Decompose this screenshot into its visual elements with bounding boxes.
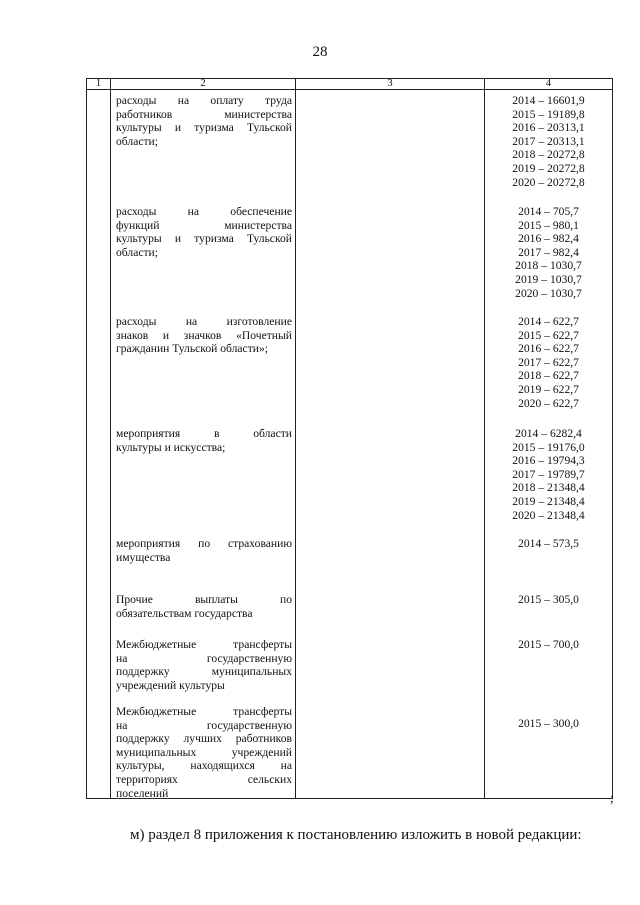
description-line: функций министерства [116, 218, 292, 232]
header-col-1: 1 [87, 79, 111, 90]
year-value: 2017 – 622,7 [518, 355, 579, 369]
year-value: 2015 – 980,1 [518, 218, 579, 232]
description-line: Межбюджетные трансферты [116, 638, 292, 651]
item-values [485, 94, 612, 189]
col-2-cell [111, 90, 296, 799]
description-line: расходы на изготовление [116, 315, 292, 328]
description-line: культуры и искусства; [116, 440, 226, 454]
description-line: поддержку муниципальных [116, 665, 292, 679]
description-line: работников министерства [116, 107, 292, 121]
year-value: 2018 – 622,7 [518, 369, 579, 383]
item-values [485, 717, 612, 731]
item-values [485, 315, 612, 410]
item-description [116, 427, 292, 454]
description-column [111, 90, 295, 798]
description-line: учреждений культуры [116, 678, 225, 692]
year-value: 2020 – 622,7 [518, 396, 579, 410]
description-line: культуры и туризма Тульской [116, 121, 292, 135]
item-description [116, 315, 292, 356]
description-line: культуры и туризма Тульской [116, 232, 292, 246]
year-value: 2018 – 21348,4 [512, 481, 585, 495]
year-value: 2014 – 16601,9 [512, 94, 585, 107]
year-value: 2016 – 622,7 [518, 342, 579, 356]
year-value: 2017 – 982,4 [518, 245, 579, 259]
item-values [485, 537, 612, 551]
year-value: 2018 – 1030,7 [515, 259, 582, 273]
item-description [116, 537, 292, 564]
year-value: 2015 – 19176,0 [512, 440, 585, 454]
description-line: области; [116, 245, 158, 259]
item-description [116, 205, 292, 259]
item-description [116, 638, 292, 692]
header-col-3: 3 [296, 79, 485, 90]
year-value: 2014 – 705,7 [518, 205, 579, 218]
description-line: Межбюджетные трансферты [116, 705, 292, 718]
item-values [485, 593, 612, 607]
header-col-2: 2 [111, 79, 296, 90]
year-value: 2014 – 622,7 [518, 315, 579, 328]
closing-paragraph: м) раздел 8 приложения к постановлению изложить в новой редакции: [130, 827, 582, 843]
year-value: 2016 – 19794,3 [512, 454, 585, 468]
description-line: расходы на обеспечение [116, 205, 292, 218]
year-value: 2014 – 573,5 [518, 537, 579, 550]
description-line: Прочие выплаты по [116, 593, 292, 606]
description-line: на государственную [116, 651, 292, 665]
description-line: мероприятия в области [116, 427, 292, 440]
description-line: обязательствам государства [116, 606, 253, 620]
description-line: поселений [116, 786, 169, 800]
year-value: 2019 – 1030,7 [515, 272, 582, 286]
trailing-semicolon: ; [610, 790, 614, 805]
year-value: 2017 – 19789,7 [512, 467, 585, 481]
year-value: 2016 – 982,4 [518, 232, 579, 246]
description-line: поддержку лучших работников [116, 732, 292, 746]
year-value: 2016 – 20313,1 [512, 121, 585, 135]
description-line: имущества [116, 550, 171, 564]
col-4-cell [485, 90, 613, 799]
item-description [116, 705, 292, 800]
values-column [485, 90, 612, 798]
item-description [116, 593, 292, 620]
year-value: 2015 – 300,0 [518, 717, 579, 730]
table-body-row [87, 90, 613, 799]
year-value: 2020 – 1030,7 [515, 286, 582, 300]
year-value: 2015 – 305,0 [518, 593, 579, 606]
description-line: знаков и значков «Почетный [116, 328, 292, 342]
description-line: территориях сельских [116, 772, 292, 786]
description-line: области; [116, 134, 158, 148]
description-line: гражданин Тульской области»; [116, 342, 268, 356]
item-description [116, 94, 292, 148]
col-1-cell [87, 90, 111, 799]
year-value: 2015 – 19189,8 [512, 107, 585, 121]
year-value: 2015 – 622,7 [518, 328, 579, 342]
description-line: мероприятия по страхованию [116, 537, 292, 550]
table-header-row [87, 79, 613, 90]
header-col-4: 4 [485, 79, 613, 90]
year-value: 2019 – 20272,8 [512, 161, 585, 175]
item-values [485, 638, 612, 652]
item-values [485, 205, 612, 300]
budget-table [86, 78, 613, 799]
description-line: муниципальных учреждений [116, 745, 292, 759]
description-line: культуры, находящихся на [116, 759, 292, 773]
year-value: 2019 – 21348,4 [512, 494, 585, 508]
page-number: 28 [312, 44, 328, 60]
year-value: 2014 – 6282,4 [515, 427, 582, 440]
year-value: 2017 – 20313,1 [512, 134, 585, 148]
col-3-cell [296, 90, 485, 799]
year-value: 2020 – 21348,4 [512, 508, 585, 522]
description-line: на государственную [116, 718, 292, 732]
year-value: 2020 – 20272,8 [512, 175, 585, 189]
year-value: 2015 – 700,0 [518, 638, 579, 651]
year-value: 2019 – 622,7 [518, 382, 579, 396]
item-values [485, 427, 612, 522]
description-line: расходы на оплату труда [116, 94, 292, 107]
year-value: 2018 – 20272,8 [512, 148, 585, 162]
